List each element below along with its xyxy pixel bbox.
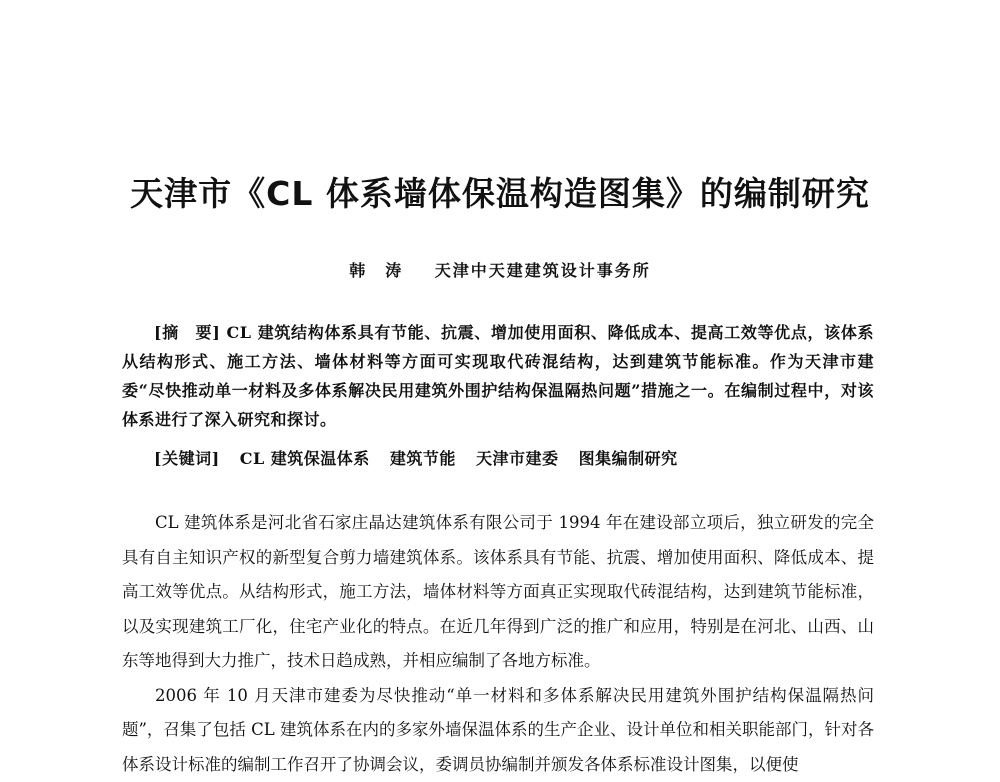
abstract [122,318,874,434]
author-name: 韩 涛 [349,261,403,280]
paper-title: 天津市《CL 体系墙体保温构造图集》的编制研究 [0,168,1000,215]
author-line [0,258,1000,281]
keywords-label: [关键词] [154,449,220,468]
body-paragraph: CL 建筑体系是河北省石家庄晶达建筑体系有限公司于 1994 年在建设部立项后，独立研发的完全具有自主知识产权的新型复合剪力墙建筑体系。该体系具有节能、抗震、增加使用面积、降低成本、提高工效等优点。从结构形式，施工方法，墙体材料等方面真正实现取代砖混结构，达到建筑节能标准，以及实现建筑工厂化，住宅产业化的特点。在近几年得到广泛的推广和应用，特别是在河北、山西、山东等地得到大力推广，技术日趋成熟，并相应编制了各地方标准。 [122,506,874,679]
body-paragraph: 2006 年 10 月天津市建委为尽快推动“单一材料和多体系解决民用建筑外围护结构保温隔热问题”，召集了包括 CL 建筑体系在内的多家外墙保温体系的生产企业、设计单位和相关职能部门，针对各体系设计标准的编制工作召开了协调会议，委调员协编制并颁发各体系标准设计图集，以便使 [122,679,874,782]
keyword-item: CL 建筑保温体系 [240,449,370,468]
keyword-item: 图集编制研究 [579,449,678,468]
keywords [122,444,874,473]
author-affiliation: 天津中天建建筑设计事务所 [435,261,651,280]
abstract-text: CL 建筑结构体系具有节能、抗震、增加使用面积、降低成本、提高工效等优点，该体系从结构形式、施工方法、墙体材料等方面可实现取代砖混结构，达到建筑节能标准。作为天津市建委“尽快推动单一材料及多体系解决民用建筑外围护结构保温隔热问题”措施之一。在编制过程中，对该体系进行了深入研究和探讨。 [122,323,874,429]
abstract-label: [摘 要] [154,323,220,342]
keyword-item: 建筑节能 [390,449,456,468]
keyword-item: 天津市建委 [476,449,559,468]
body-text [122,506,874,782]
